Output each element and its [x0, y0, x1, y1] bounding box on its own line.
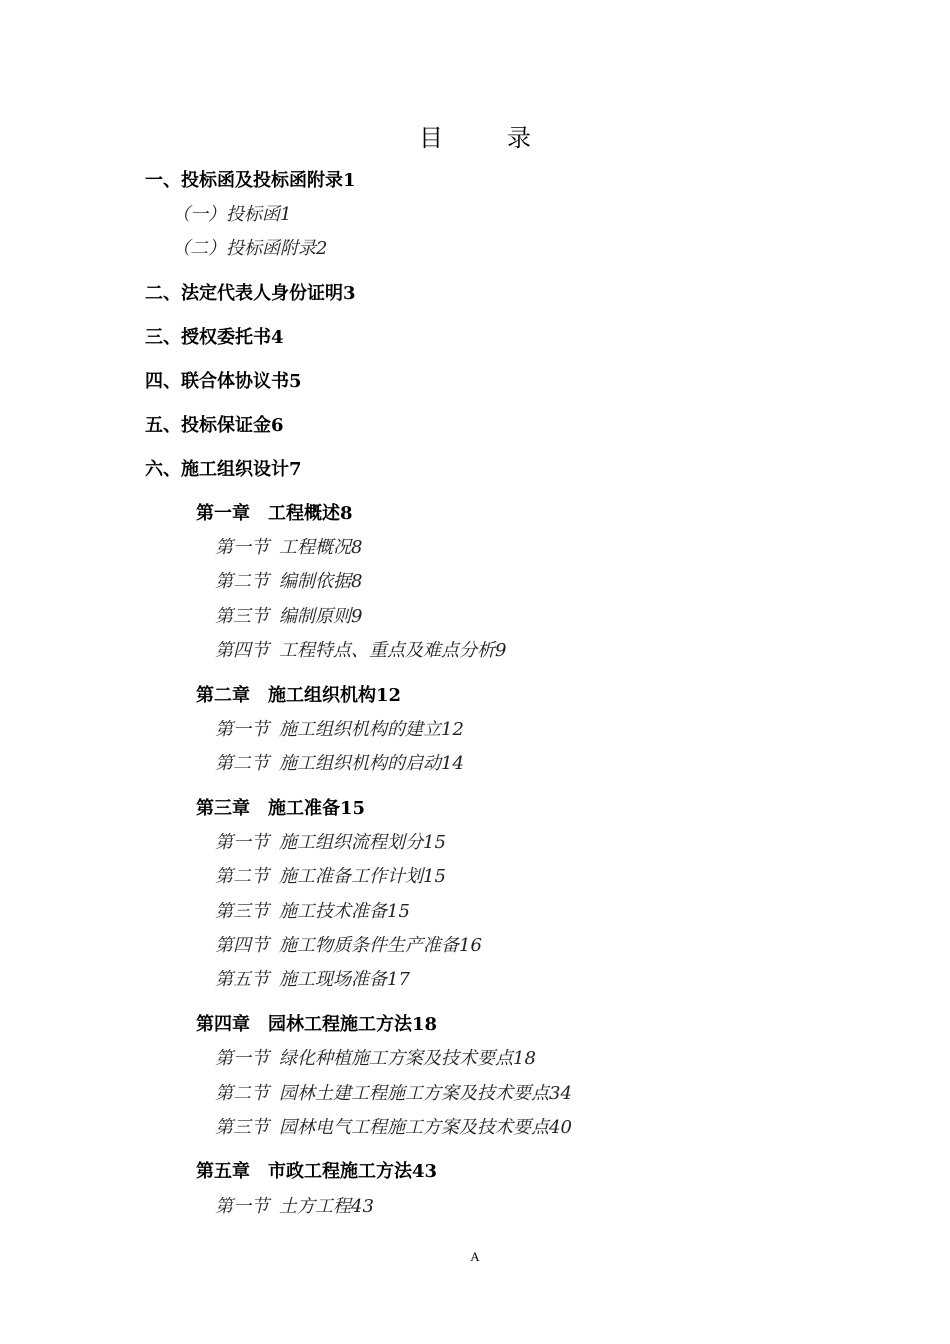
toc-entry-ch3-s2[interactable]: [215, 868, 446, 886]
toc-label: 园林电气工程施工方案及技术要点: [279, 1117, 549, 1138]
toc-entry-ch5[interactable]: [196, 1163, 437, 1181]
toc-label: 施工准备: [268, 798, 340, 819]
toc-page: 7: [289, 459, 302, 480]
toc-entry-ch4-s3[interactable]: [215, 1119, 572, 1137]
chapter-number: 第五章: [196, 1161, 250, 1182]
toc-entry-part2[interactable]: [145, 285, 356, 303]
toc-entry-ch4-s2[interactable]: [215, 1085, 572, 1103]
section-number: 第二节: [215, 1083, 269, 1104]
toc-label: 施工物质条件生产准备: [279, 935, 459, 956]
toc-entry-ch3-s5[interactable]: [215, 971, 410, 989]
toc-label: 园林土建工程施工方案及技术要点: [279, 1083, 549, 1104]
toc-page: 40: [549, 1117, 572, 1138]
toc-label: 三、授权委托书: [145, 327, 271, 348]
toc-entry-ch3-s4[interactable]: [215, 937, 482, 955]
toc-page: 18: [412, 1014, 438, 1035]
toc-page: 18: [513, 1048, 536, 1069]
toc-page: 2: [316, 238, 328, 259]
toc-entry-ch4-s1[interactable]: [215, 1050, 536, 1068]
toc-label: 绿化种植施工方案及技术要点: [279, 1048, 513, 1069]
toc-page: 4: [271, 327, 284, 348]
section-number: 第三节: [215, 606, 269, 627]
chapter-number: 第四章: [196, 1014, 250, 1035]
toc-label: 四、联合体协议书: [145, 371, 289, 392]
toc-page: 9: [351, 606, 363, 627]
toc-label: 施工组织机构: [268, 685, 376, 706]
toc-label: 工程概况: [279, 537, 351, 558]
section-number: 第五节: [215, 969, 269, 990]
toc-page: 15: [423, 866, 446, 887]
toc-page: 14: [441, 753, 464, 774]
toc-page: 3: [343, 283, 356, 304]
toc-page: 15: [423, 832, 446, 853]
toc-entry-part6[interactable]: [145, 461, 302, 479]
toc-label: 施工组织机构的启动: [279, 753, 441, 774]
toc-entry-part1-1[interactable]: [172, 206, 291, 224]
toc-page: 15: [340, 798, 366, 819]
toc-label: 施工现场准备: [279, 969, 387, 990]
toc-page: 12: [441, 719, 464, 740]
toc-label: 五、投标保证金: [145, 415, 271, 436]
toc-entry-part4[interactable]: [145, 373, 302, 391]
toc-label: 园林工程施工方法: [268, 1014, 412, 1035]
toc-label: （二）投标函附录: [172, 238, 316, 259]
section-number: 第一节: [215, 832, 269, 853]
toc-label: 市政工程施工方法: [268, 1161, 412, 1182]
toc-entry-ch3-s1[interactable]: [215, 834, 446, 852]
page-footer-marker: A: [470, 1249, 480, 1264]
toc-entry-ch1-s4[interactable]: [215, 642, 506, 660]
toc-entry-ch3-s3[interactable]: [215, 903, 410, 921]
toc-label: 编制依据: [279, 571, 351, 592]
toc-label: 工程概述: [268, 503, 340, 524]
section-number: 第三节: [215, 901, 269, 922]
toc-page: 43: [351, 1196, 374, 1217]
section-number: 第三节: [215, 1117, 269, 1138]
toc-page: 5: [289, 371, 302, 392]
section-number: 第四节: [215, 640, 269, 661]
toc-label: 施工组织流程划分: [279, 832, 423, 853]
section-number: 第四节: [215, 935, 269, 956]
toc-label: （一）投标函: [172, 204, 280, 225]
toc-page: 6: [271, 415, 284, 436]
toc-page: 8: [351, 571, 363, 592]
toc-page: 16: [459, 935, 482, 956]
section-number: 第二节: [215, 571, 269, 592]
toc-entry-ch1-s1[interactable]: [215, 539, 362, 557]
toc-label: 施工组织机构的建立: [279, 719, 441, 740]
toc-entry-ch1-s2[interactable]: [215, 573, 362, 591]
section-number: 第一节: [215, 1196, 269, 1217]
toc-entry-ch5-s1[interactable]: [215, 1198, 374, 1216]
toc-label: 二、法定代表人身份证明: [145, 283, 343, 304]
toc-entry-ch1-s3[interactable]: [215, 608, 362, 626]
toc-label: 一、投标函及投标函附录: [145, 170, 343, 191]
chapter-number: 第一章: [196, 503, 250, 524]
toc-label: 编制原则: [279, 606, 351, 627]
chapter-number: 第三章: [196, 798, 250, 819]
toc-entry-ch4[interactable]: [196, 1016, 437, 1034]
toc-page: 34: [549, 1083, 572, 1104]
toc-entry-part3[interactable]: [145, 329, 284, 347]
toc-page: 8: [351, 537, 363, 558]
page-title: 目 录: [419, 124, 551, 152]
toc-entry-part5[interactable]: [145, 417, 284, 435]
section-number: 第一节: [215, 537, 269, 558]
chapter-number: 第二章: [196, 685, 250, 706]
toc-entry-ch2[interactable]: [196, 687, 401, 705]
toc-page: 17: [387, 969, 410, 990]
toc-page: 12: [376, 685, 402, 706]
section-number: 第二节: [215, 866, 269, 887]
toc-entry-part1[interactable]: [145, 172, 356, 190]
toc-page: 8: [340, 503, 353, 524]
toc-label: 施工准备工作计划: [279, 866, 423, 887]
toc-page: 1: [343, 170, 356, 191]
toc-entry-ch2-s2[interactable]: [215, 755, 464, 773]
toc-page: 1: [280, 204, 292, 225]
toc-entry-ch2-s1[interactable]: [215, 721, 464, 739]
section-number: 第一节: [215, 719, 269, 740]
section-number: 第一节: [215, 1048, 269, 1069]
toc-entry-ch1[interactable]: [196, 505, 353, 523]
toc-label: 六、施工组织设计: [145, 459, 289, 480]
toc-entry-part1-2[interactable]: [172, 240, 327, 258]
toc-page: 9: [495, 640, 507, 661]
toc-entry-ch3[interactable]: [196, 800, 365, 818]
toc-page: 43: [412, 1161, 438, 1182]
toc-page: 15: [387, 901, 410, 922]
toc-label: 工程特点、重点及难点分析: [279, 640, 495, 661]
toc-label: 土方工程: [279, 1196, 351, 1217]
toc-label: 施工技术准备: [279, 901, 387, 922]
section-number: 第二节: [215, 753, 269, 774]
